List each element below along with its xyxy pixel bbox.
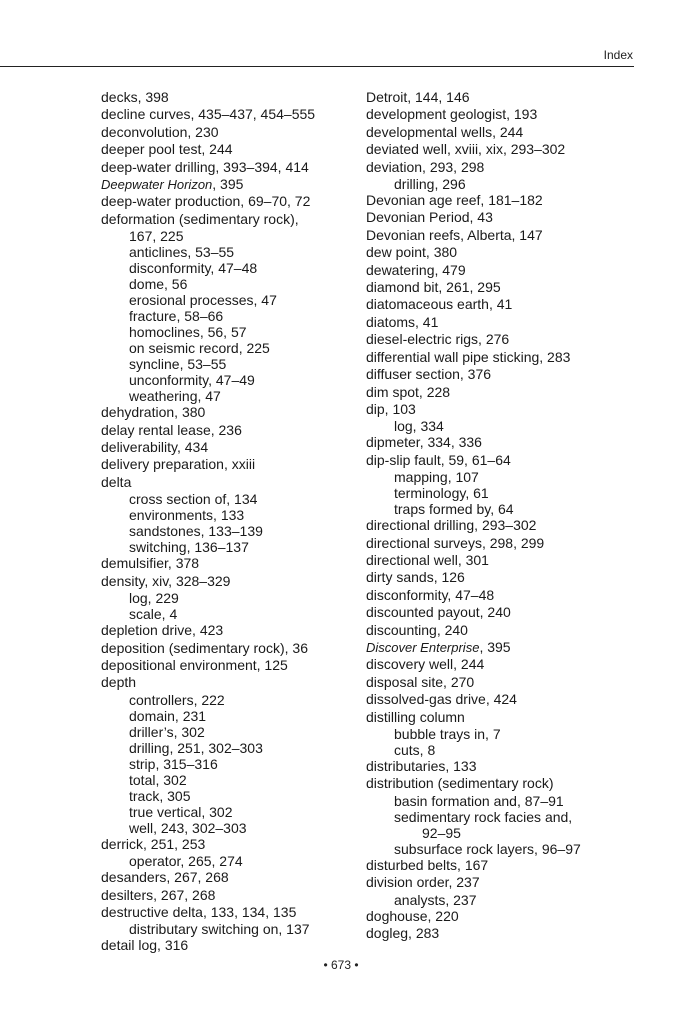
index-entry: Devonian age reef, 181–182 bbox=[366, 192, 543, 209]
index-entry: division order, 237 bbox=[366, 874, 480, 891]
index-entry: disposal site, 270 bbox=[366, 673, 475, 690]
index-subentry: distributary switching on, 137 bbox=[129, 921, 310, 938]
index-subentry: fracture, 58–66 bbox=[129, 308, 224, 325]
index-subentry: traps formed by, 64 bbox=[394, 501, 514, 518]
index-entry: desilters, 267, 268 bbox=[101, 886, 216, 903]
index-entry: dip, 103 bbox=[366, 400, 416, 417]
index-subentry: domain, 231 bbox=[129, 707, 207, 724]
index-subentry: environments, 133 bbox=[129, 507, 245, 524]
index-entry: dirty sands, 126 bbox=[366, 569, 465, 586]
index-subentry: basin formation and, 87–91 bbox=[394, 792, 564, 809]
index-subentry: homoclines, 56, 57 bbox=[129, 324, 247, 341]
index-subentry: cross section of, 134 bbox=[129, 491, 258, 508]
index-subentry: erosional processes, 47 bbox=[129, 292, 277, 309]
index-entry: destructive delta, 133, 134, 135 bbox=[101, 903, 297, 920]
index-entry: Devonian reefs, Alberta, 147 bbox=[366, 226, 543, 243]
index-subentry: sedimentary rock facies and, bbox=[394, 808, 573, 825]
index-subentry: 167, 225 bbox=[129, 228, 184, 245]
index-entry: disconformity, 47–48 bbox=[366, 586, 495, 603]
index-subentry: mapping, 107 bbox=[394, 469, 479, 486]
index-entry: dip-slip fault, 59, 61–64 bbox=[366, 451, 511, 468]
index-subentry: terminology, 61 bbox=[394, 485, 489, 502]
index-entry: density, xiv, 328–329 bbox=[101, 572, 231, 589]
index-entry: deliverability, 434 bbox=[101, 439, 209, 456]
index-subentry: log, 334 bbox=[394, 418, 444, 435]
index-subentry: bubble trays in, 7 bbox=[394, 726, 501, 742]
index-entry: delivery preparation, xxiii bbox=[101, 456, 256, 473]
index-entry: diamond bit, 261, 295 bbox=[366, 279, 501, 296]
index-subentry: drilling, 296 bbox=[394, 176, 466, 193]
index-entry: directional surveys, 298, 299 bbox=[366, 534, 545, 551]
index-entry: diatomaceous earth, 41 bbox=[366, 296, 513, 313]
index-entry: directional drilling, 293–302 bbox=[366, 517, 537, 534]
index-entry: dissolved-gas drive, 424 bbox=[366, 691, 517, 708]
index-entry: detail log, 316 bbox=[101, 937, 189, 954]
index-entry: dewatering, 479 bbox=[366, 261, 466, 278]
index-entry: distributaries, 133 bbox=[366, 758, 477, 774]
index-entry: decks, 398 bbox=[101, 89, 169, 105]
index-entry: directional well, 301 bbox=[366, 551, 489, 568]
index-entry: diffuser section, 376 bbox=[366, 366, 492, 383]
index-entry: demulsifier, 378 bbox=[101, 555, 200, 572]
index-subentry: on seismic record, 225 bbox=[129, 340, 270, 357]
index-subentry: anticlines, 53–55 bbox=[129, 244, 235, 261]
index-subentry: switching, 136–137 bbox=[129, 539, 249, 556]
index-entry: Detroit, 144, 146 bbox=[366, 89, 470, 105]
index-entry: disturbed belts, 167 bbox=[366, 856, 489, 873]
index-entry: delta bbox=[101, 473, 132, 490]
index-entry: derrick, 251, 253 bbox=[101, 835, 206, 852]
index-entry: diesel-electric rigs, 276 bbox=[366, 331, 510, 348]
page-number: • 673 • bbox=[323, 958, 359, 972]
index-entry: discovery well, 244 bbox=[366, 656, 485, 673]
index-entry: deposition (sedimentary rock), 36 bbox=[101, 639, 308, 656]
running-header: Index bbox=[603, 48, 633, 62]
index-entry: dehydration, 380 bbox=[101, 404, 206, 421]
index-subentry: analysts, 237 bbox=[394, 891, 477, 908]
index-subentry: controllers, 222 bbox=[129, 691, 225, 708]
index-entry: deconvolution, 230 bbox=[101, 123, 219, 140]
index-entry: developmental wells, 244 bbox=[366, 123, 524, 140]
index-subentry: sandstones, 133–139 bbox=[129, 523, 263, 540]
index-subentry: scale, 4 bbox=[129, 606, 178, 623]
index-entry: discounted payout, 240 bbox=[366, 604, 511, 621]
index-subentry: track, 305 bbox=[129, 787, 191, 804]
index-entry: distilling column bbox=[366, 708, 465, 725]
index-subentry: unconformity, 47–49 bbox=[129, 372, 255, 389]
index-subentry: true vertical, 302 bbox=[129, 803, 233, 820]
index-entry: distribution (sedimentary rock) bbox=[366, 775, 554, 792]
index-subentry: drilling, 251, 302–303 bbox=[129, 739, 263, 756]
index-subentry: total, 302 bbox=[129, 771, 187, 788]
index-entry: dipmeter, 334, 336 bbox=[366, 434, 482, 451]
index-subentry: weathering, 47 bbox=[129, 388, 221, 405]
index-entry: deviation, 293, 298 bbox=[366, 158, 485, 175]
index-entry: delay rental lease, 236 bbox=[101, 421, 242, 438]
index-subentry: dome, 56 bbox=[129, 276, 188, 293]
index-entry: desanders, 267, 268 bbox=[101, 869, 229, 886]
index-subentry: cuts, 8 bbox=[394, 742, 436, 758]
index-entry: dim spot, 228 bbox=[366, 383, 451, 400]
index-entry: deep-water drilling, 393–394, 414 bbox=[101, 158, 309, 175]
index-column-left bbox=[101, 89, 351, 955]
index-subentry: subsurface rock layers, 96–97 bbox=[394, 840, 581, 857]
index-entry: deviated well, xviii, xix, 293–302 bbox=[366, 141, 566, 158]
index-subentry: driller’s, 302 bbox=[129, 723, 205, 740]
index-subentry: syncline, 53–55 bbox=[129, 356, 227, 373]
index-entry: Devonian Period, 43 bbox=[366, 209, 493, 226]
index-entry: depletion drive, 423 bbox=[101, 622, 224, 639]
index-entry: diatoms, 41 bbox=[366, 313, 439, 330]
index-column-right bbox=[366, 89, 634, 942]
index-subentry: disconformity, 47–48 bbox=[129, 260, 258, 277]
index-subentry: 92–95 bbox=[422, 824, 461, 841]
index-entry: development geologist, 193 bbox=[366, 106, 538, 123]
index-subentry: log, 229 bbox=[129, 590, 179, 607]
index-entry: Discover Enterprise, 395 bbox=[366, 638, 511, 655]
index-entry: doghouse, 220 bbox=[366, 907, 459, 924]
index-entry: deformation (sedimentary rock), bbox=[101, 210, 299, 227]
index-entry: Deepwater Horizon, 395 bbox=[101, 176, 244, 193]
index-entry: dew point, 380 bbox=[366, 244, 458, 261]
index-entry: depositional environment, 125 bbox=[101, 656, 288, 673]
index-subentry: well, 243, 302–303 bbox=[129, 819, 247, 836]
index-subentry: strip, 315–316 bbox=[129, 755, 218, 772]
index-entry: differential wall pipe sticking, 283 bbox=[366, 348, 571, 365]
index-entry: discounting, 240 bbox=[366, 621, 468, 638]
index-entry: dogleg, 283 bbox=[366, 925, 440, 942]
index-subentry: operator, 265, 274 bbox=[129, 853, 243, 870]
index-entry: deeper pool test, 244 bbox=[101, 141, 233, 158]
index-entry: decline curves, 435–437, 454–555 bbox=[101, 106, 316, 123]
index-entry: depth bbox=[101, 674, 137, 691]
header-rule bbox=[0, 66, 634, 67]
index-entry: deep-water production, 69–70, 72 bbox=[101, 193, 311, 210]
